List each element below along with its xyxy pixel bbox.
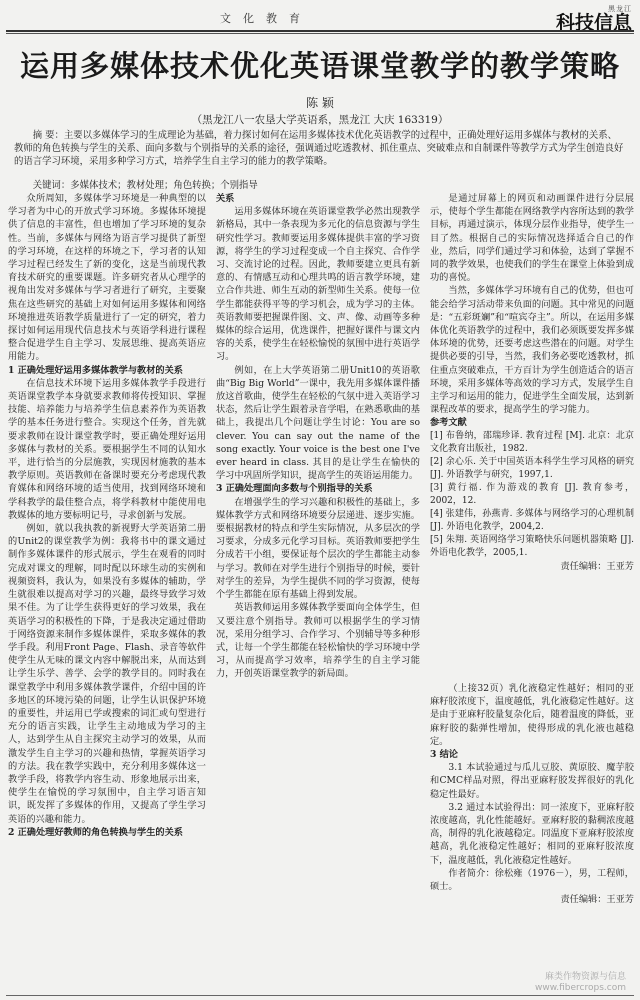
section-heading: 3 结论 [430, 749, 458, 761]
body-paragraph: 在信息技术环境下运用多媒体教学手段进行英语课堂教学本身就要求教师将传授知识、掌握技能、培养能力与培养学生信息素养作为英语教学的基本任务进行整合。实现这个任务，首先就要求教师在设计课堂教学时，要正确处理好运用多媒体与教材的关系。要根据学生不同的认知水平，进行恰当的分层施教，实现因材施教的基本教学原则。英语教师在备课时要充分考虑现代教育媒体和网络环境的适当使用，找到网络环境和学科教学的最佳整合点，将学科教材中能使用电教媒体的地方要标明记号，寻求创新与发展。 [8, 377, 206, 521]
reference-item: [3] 黄行福. 作为游戏的教育 [J]. 教育参考，2002，12. [430, 482, 634, 506]
reference-item: [2] 余心乐. 关于中国英语本科学生学习风格的研究 [J]. 外语教学与研究，1997,1. [430, 456, 634, 480]
article-abstract: 摘 要：主要以多媒体学习的生成理论为基础，着力探讨如何在运用多媒体技术优化英语教学的过程中，正确处理好运用多媒体与教材的关系、教师的角色转换与学生的关系、面向多数与个别指导的关系的途径，强调通过吃透教材、抓住重点、突破难点和自制课件等教学方式为学生创造良好的语言学习环境，采用多种学习方式，培养学生自主学习的能力的教学策略。 [14, 130, 624, 167]
article-author: 陈 颖 [306, 96, 334, 110]
body-column-2 [216, 192, 420, 980]
journal-logo-name: 科技信息 [555, 12, 632, 34]
footer-rule [6, 995, 634, 996]
journal-logo [556, 4, 632, 32]
body-paragraph: （上接32页）乳化液稳定性越好；相同的亚麻籽胶浓度下，温度越低，乳化液稳定性越好。这是由于亚麻籽胶量复杂化后，随着温度的降低，亚麻籽胶的黏弹性增加，使得形成的乳化液也越稳定。 [430, 683, 634, 747]
body-column-4 [430, 682, 634, 982]
section-heading: 3 正确处理面向多数与个别指导的关系 [216, 483, 373, 495]
header-rule [6, 30, 634, 32]
section-label: 文化教育 [220, 12, 312, 25]
body-column-3 [430, 192, 634, 662]
journal-logo-sup: 黑龙江 [608, 5, 632, 13]
editor-signature: 责任编辑：王亚芳 [560, 894, 634, 906]
body-paragraph: 英语教师运用多媒体教学要面向全体学生，但又要注意个别指导。教师可以根据学生的学习情况，采用分组学习、合作学习、个别辅导等多种形式，让每一个学生都能在轻松愉快的学习环境中学习，从而提高学习效率，培养学生的自主学习能力，开创英语课堂教学的新局面。 [216, 602, 420, 680]
reference-item: [5] 朱翔. 英语网络学习策略快乐问题机器策略 [J]. 外语电化教学，2005,1. [430, 534, 634, 558]
page-header [0, 5, 640, 34]
editor-signature: 责任编辑：王亚芳 [560, 560, 634, 572]
header-rule-thin [6, 33, 634, 34]
body-paragraph: 3.2 通过本试验得出：同一浓度下，亚麻籽胶浓度越高，乳化性能越好。亚麻籽胶的黏稠浓度越高，制得的乳化液越稳定。同温度下亚麻籽胶浓度越高，乳化液稳定性越好；相同的亚麻籽胶浓度下，温度越低，乳化液稳定性越好。 [430, 801, 634, 866]
body-paragraph: 当然，多媒体学习环境有自己的优势，但也可能会给学习活动带来负面的问题。其中常见的问题是：“五彩斑斓”和“喧宾夺主”。所以，在运用多媒体优化英语教学的过程中，我们必须既要发挥多媒体环境的优势，还要考虑这些潜在的问题。对学生提供必要的引导，当然，我们务必要吃透教材，抓住重点突破难点，干方百计为学生创造适合的语言环境，采用多媒体等高效的学习方式，发展学生自主学习和运用的能力，促进学生全面发展，达到新课程改革的要求，提高学生的学习能力。 [430, 285, 634, 416]
article-keywords: 关键词：多媒体技术；教材处理；角色转换；个别指导 [32, 180, 258, 191]
section-heading: 关系 [216, 193, 235, 204]
section-heading: 2 正确处理好教师的角色转换与学生的关系 [8, 826, 183, 838]
body-paragraph: 运用多媒体环境在英语课堂教学必然出现教学新格局，其中一条表现为多元化的信息资源与学生研究性学习。教师要运用多媒体提供丰富的学习资源，将学生的学习过程变成一个自主探究、合作学习、交流讨论的过程。因此，教师要建立更具有新意的、有情感互动和心理共鸣的语言教学环境，建立合作共进、师生互动的新型师生关系。使每一位学生都能获得平等的学习机会，成为学习的主体。英语教师要把握课件图、文、声、像、动画等多种媒体的综合运用，优选课件，把握好课件与课文内容的关系，使学生在轻松愉悦的氛围中进行英语学习。 [216, 206, 420, 363]
reference-item: [4] 张建伟，孙燕青. 多媒体与网络学习的心理机制 [J]. 外语电化教学，2004,2. [430, 508, 634, 532]
watermark: 麻类作物资源与信息 www.fibercrops.com [535, 972, 626, 993]
article-title: 运用多媒体技术优化英语课堂教学的教学策略 [19, 49, 620, 83]
body-paragraph: 3.1 本试验通过与瓜儿豆胶、黄原胶、魔芋胶和CMC样品对照，得出亚麻籽胶发挥很好的乳化稳定性最好。 [430, 762, 634, 800]
body-paragraph: 作者简介：徐松雍（1976－），男，工程师，硕士。 [430, 867, 634, 893]
body-paragraph: 例如，在上大学英语第二册Unit10的英语歌曲“Big Big World”一课中，我先用多媒体课件播放这首歌曲，使学生在轻松的气氛中进入英语学习状态，然后让学生跟着录音学唱，在熟悉歌曲的基础上，我提出几个问题让学生讨论：You are so clever. You can say out the name of the song exactly. Your voice is the best one I've ever heard in class. 其目的是让学生在愉快的学习中巩固所学知识，提高学生的英语运用能力。 [216, 364, 420, 482]
body-paragraph: 是通过屏幕上的网页和动画课件进行分层展示，使每个学生都能在网络教学内容所达到的教学目标，再通过演示，体现分层作业指导，使学生一目了然。根据自己的实际情况选择适合自己的作业，然后，同学们通过学习和体验，达到了掌握不同的教学效果，也使我们的学生在课堂上体验到成功的喜悦。 [430, 193, 634, 284]
section-heading: 参考文献 [430, 417, 467, 429]
section-heading: 1 正确处理好运用多媒体教学与教材的关系 [8, 364, 183, 376]
body-paragraph: 众所周知，多媒体学习环境是一种典型的以学习者为中心的开放式学习环境。多媒体环境提供了信息的丰富性，但也增加了学习环境的复杂性。当前，多媒体与网络为语言学习提供了新型的学习环境，在这样的环境之下，学习者的认知学习过程已经发生了新的变化，这是当前现代教育技术研究的重要课题。许多研究者从心理学的视角出发对多媒体与学习者进行了研究，主要聚焦在这些研究的基础上对如何运用多媒体和网络环境推进英语教学质量进行了一定的研究，着力探讨如何运用现代信息技术与英语学科进行课程整合促进学生自主学习、发展思维、提高英语应用能力。 [8, 193, 206, 363]
body-paragraph: 在增强学生的学习兴趣和积极性的基础上，多媒体教学方式和网络环境要分层递进、逐步实施。要根据教材的特点和学生实际情况，从多层次的学习要求，分成多元化学习目标。英语教师要把学生分成若干小组，要保证每个层次的学生都能主动参与学习。教师在对学生进行个别指导的时候，要针对学生的差异，为学生提供不同的学习资源，使每个学生都能在原有基础上得到发展。 [216, 496, 420, 601]
body-column-1 [8, 192, 206, 992]
article-affiliation: （黑龙江八一农垦大学英语系，黑龙江 大庆 163319） [191, 114, 449, 126]
body-paragraph: 例如，就以我执教的新视野大学英语第二册的Unit2的课堂教学为例：我将书中的课文通过制作多媒体课件的形式展示，学生在观看的同时完成对课文的理解，同时配以环球生动的实例和视频资料，我认为，如果没有多媒体的辅助，学生就很难以提高对学习的兴趣，最终导致学习效果不佳。为了让学生获得更好的学习效果，我在英语学习的积极性的下降，于是我决定通过借助于网络资源来制作多媒体课件，采取多媒体的教学手段。利用Front Page、Flash、录音等软件使学生从无味的课文内容中解脱出来，从而达到让学生乐学、善学、会学的教学目的。同时我在课堂教学中利用多媒体教学课件，介绍中国的许多地区的环境污染的问题，让学生认识保护环境的重要性，并运用已学或搜索的词汇或句型进行充分的语言实践，让学生主动地成为学习的主人，达到学生从自主探究主动学习的效果，从而激发学生自主学习的兴趣和热情，掌握英语学习的方法。我在教学实践中，充分利用多媒体这一教学手段，将教学内容生动、形象地展示出来，使学生在愉悦的学习氛围中，自主学习语言知识，既发挥了多媒体的作用，又提高了学生学习英语的兴趣和能力。 [8, 523, 206, 825]
reference-item: [1] 布鲁纳，邵瑞珍译. 教育过程 [M]. 北京：北京文化教育出版社，1982. [430, 430, 634, 454]
